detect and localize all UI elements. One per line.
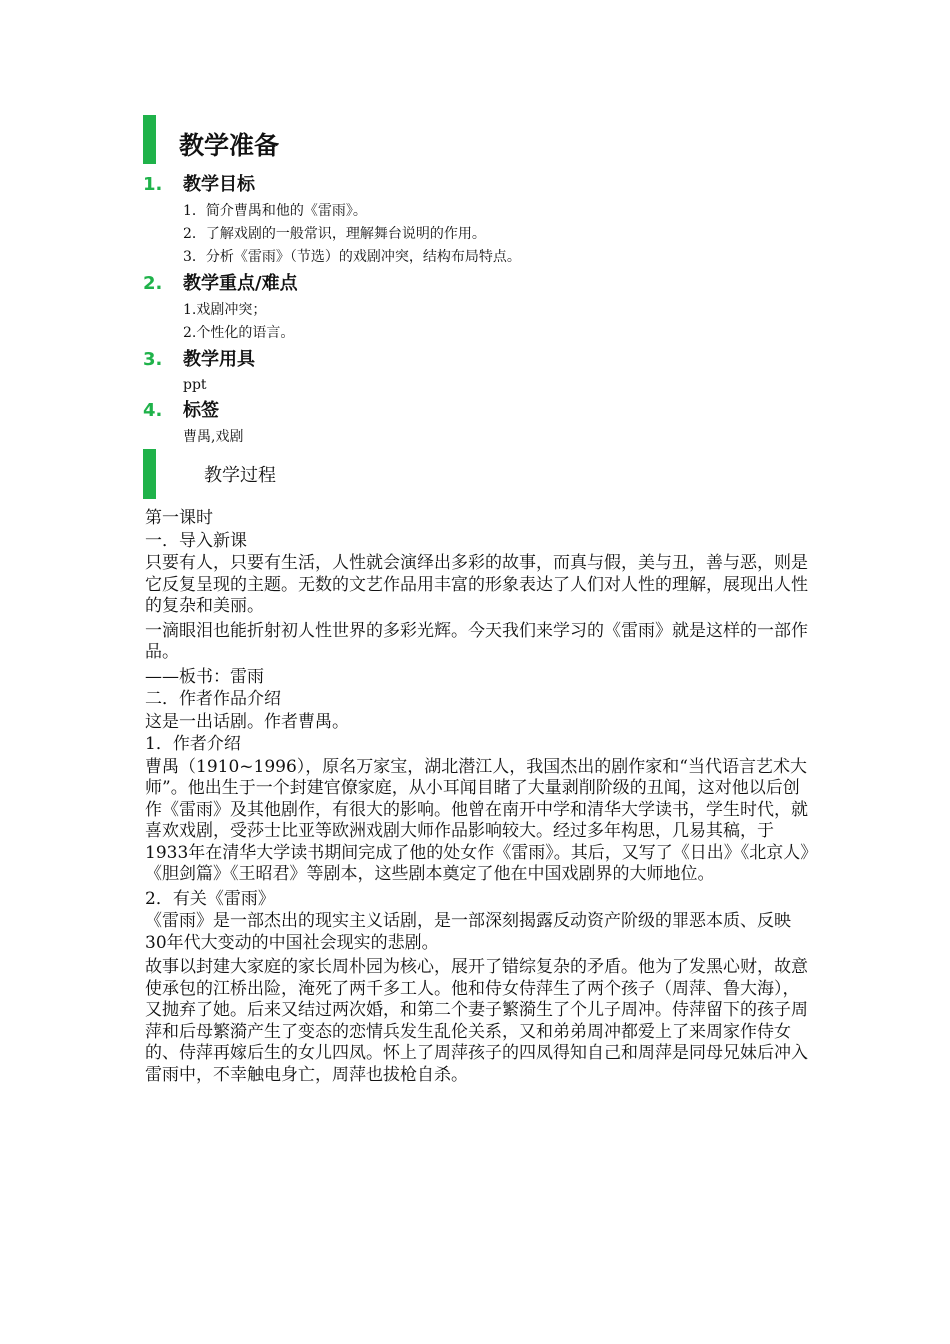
paragraph: 只要有人，只要有生活，人性就会演绎出多彩的故事，而真与假，美与丑，善与恶，则是它反复呈现的主题。无数的文艺作品用丰富的形象表达了人们对人性的理解，展现出人性的复杂和美丽。 — [145, 553, 808, 616]
subheading: 一．导入新课 — [145, 530, 247, 551]
board-note: ——板书：雷雨 — [145, 666, 264, 687]
subheading: 二．作者作品介绍 — [145, 689, 281, 709]
paragraph: 这是一出话剧。作者曹禺。 — [145, 711, 349, 732]
lesson-label: 第一课时 — [145, 508, 213, 528]
paragraph: 故事以封建大家庭的家长周朴园为核心，展开了错综复杂的矛盾。他为了发黑心财，故意使承包的江桥出险，淹死了两千多工人。他和侍女侍萍生了两个孩子（周萍、鲁大海），又抛弃了她。后来又结过两次婚，和第二个妻子繁漪生了个儿子周冲。侍萍留下的孩子周萍和后母繁漪产生了变态的恋情兵发生乱伦关系，又和弟弟周冲都爱上了来周家作侍女的、侍萍再嫁后生的女儿四凤。怀上了周萍孩子的四凤得知自己和周萍是同母兄妹后冲入雷雨中，不幸触电身亡，周萍也拔枪自杀。 — [145, 957, 808, 1085]
section-title-tools: 教学用具 — [183, 349, 255, 370]
subheading: 1．作者介绍 — [145, 734, 241, 754]
paragraph: 曹禺（1910~1996），原名万家宝，湖北潜江人，我国杰出的剧作家和“当代语言艺术大师”。他出生于一个封建官僚家庭，从小耳闻目睹了大量剥削阶级的丑闻，这对他以后创作《雷雨》及其他剧作，有很大的影响。他曾在南开中学和清华大学读书，学生时代，就喜欢戏剧，受莎士比亚等欧洲戏剧大师作品影响较大。经过多年构思，几易其稿，于1933年在清华大学读书期间完成了他的处女作《雷雨》。其后，又写了《日出》《北京人》《胆剑篇》《王昭君》等剧本，这些剧本奠定了他在中国戏剧界的大师地位。 — [145, 756, 809, 884]
goal-item: 3．分析《雷雨》（节选）的戏剧冲突，结构布局特点。 — [183, 249, 521, 265]
section-number: 2. — [143, 273, 163, 294]
section-title-goals: 教学目标 — [183, 174, 255, 195]
paragraph: 《雷雨》是一部杰出的现实主义话剧，是一部深刻揭露反动资产阶级的罪恶本质、反映30年代大变动的中国社会现实的悲剧。 — [145, 911, 791, 953]
goal-item: 2．了解戏剧的一般常识，理解舞台说明的作用。 — [183, 226, 486, 242]
section-number: 3. — [143, 349, 163, 370]
tag-item: 曹禺,戏剧 — [183, 429, 244, 445]
process-heading: 教学过程 — [204, 465, 276, 486]
key-point-item: 2.个性化的语言。 — [183, 325, 295, 341]
section-title-key-points: 教学重点/难点 — [183, 273, 298, 294]
section-number: 4. — [143, 400, 163, 421]
process-body — [145, 508, 810, 1089]
heading-accent-bar — [143, 115, 156, 164]
prep-heading: 教学准备 — [179, 131, 280, 160]
paragraph: 一滴眼泪也能折射初人性世界的多彩光辉。今天我们来学习的《雷雨》就是这样的一部作品。 — [145, 620, 808, 662]
section-number: 1. — [143, 174, 163, 195]
goal-item: 1．简介曹禺和他的《雷雨》。 — [183, 203, 367, 219]
subheading: 2．有关《雷雨》 — [145, 888, 275, 909]
key-point-item: 1.戏剧冲突； — [183, 302, 267, 318]
section-title-tags: 标签 — [183, 400, 219, 421]
tool-item: ppt — [183, 377, 207, 393]
process-accent-bar — [143, 449, 156, 499]
